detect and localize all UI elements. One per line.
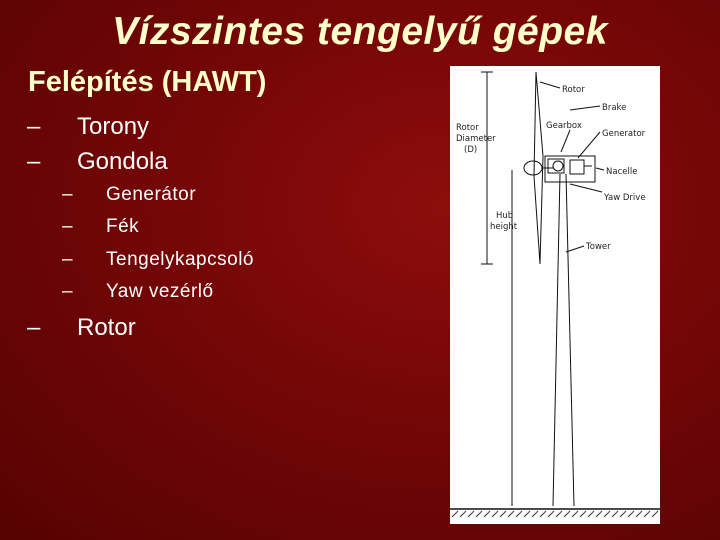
sub-bullet-text: Yaw vezérlő (106, 281, 214, 302)
sub-bullet-yaw (62, 281, 214, 303)
bullet-gondola (27, 148, 168, 176)
label-rotor-diameter-1: Rotor (456, 123, 479, 133)
bullet-dash: – (62, 281, 74, 302)
bullet-dash: – (27, 148, 41, 175)
bullet-dash: – (62, 249, 74, 270)
label-nacelle: Nacelle (606, 167, 638, 177)
label-hub-height-2: height (490, 222, 518, 232)
label-rotor: Rotor (562, 85, 585, 95)
label-generator: Generator (602, 129, 646, 139)
label-hub-height-1: Hub (496, 211, 514, 221)
hawt-diagram (450, 66, 660, 524)
label-yaw-drive: Yaw Drive (604, 193, 646, 203)
label-rotor-diameter-3: (D) (464, 145, 478, 155)
sub-bullet-text: Generátor (106, 184, 197, 205)
bullet-torony (27, 113, 150, 141)
sub-bullet-generator (62, 184, 197, 206)
sub-bullet-fek (62, 216, 140, 238)
bullet-text: Gondola (77, 148, 168, 175)
sub-bullet-tengelykapcsolo (62, 249, 254, 271)
slide-title: Vízszintes tengelyű gépek (112, 10, 608, 53)
bullet-text: Torony (77, 113, 150, 140)
slide-subtitle: Felépítés (HAWT) (28, 66, 267, 98)
bullet-dash: – (27, 314, 41, 341)
bullet-text: Rotor (77, 314, 136, 341)
label-gearbox: Gearbox (546, 121, 582, 131)
label-brake: Brake (602, 103, 627, 113)
label-tower: Tower (586, 242, 611, 252)
sub-bullet-text: Fék (106, 216, 140, 237)
bullet-dash: – (27, 113, 41, 140)
bullet-dash: – (62, 184, 74, 205)
hawt-diagram-svg (450, 66, 660, 524)
sub-bullet-text: Tengelykapcsoló (106, 249, 254, 270)
bullet-dash: – (62, 216, 74, 237)
label-rotor-diameter-2: Diameter (456, 134, 496, 144)
bullet-rotor (27, 314, 136, 342)
